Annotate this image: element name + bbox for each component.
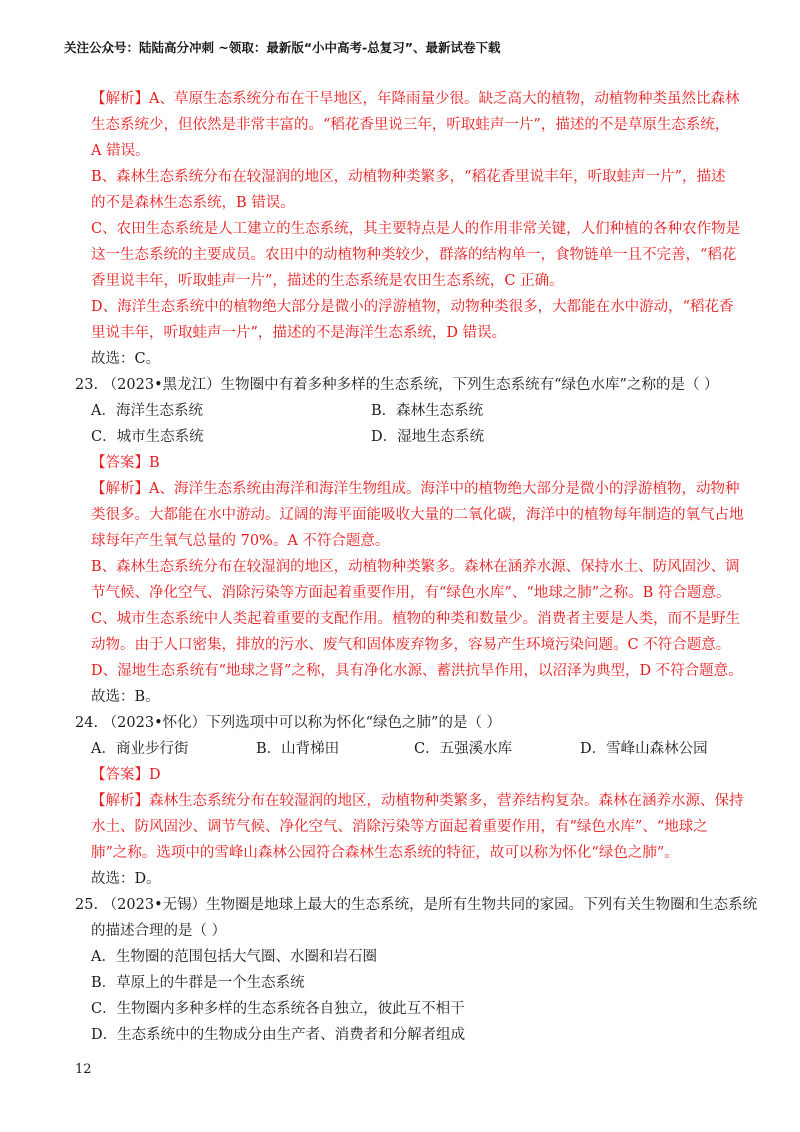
q22-analysis-line: 里说丰年，听取蛙声一片”，描述的不是海洋生态系统，D 错误。 bbox=[91, 325, 507, 341]
q23-analysis-line: 节气候、净化空气、消除污染等方面起着重要作用，有“绿色水库”、“地球之肺”之称。B 符合题意。 bbox=[91, 585, 731, 601]
q22-analysis-line: 香里说丰年，听取蛙声一片”，描述的生态系统是农田生态系统，C 正确。 bbox=[91, 273, 564, 289]
q25-stem-cont: 的描述合理的是（ ） bbox=[91, 923, 227, 939]
q22-analysis-line: A 错误。 bbox=[91, 143, 150, 159]
q24-analysis-line: 肺”之称。选项中的雪峰山森林公园符合森林生态系统的特征，故可以称为怀化“绿色之肺”。 bbox=[91, 845, 679, 861]
q24-analysis-line: 水土、防风固沙、调节气候、净化空气、消除污染等方面起着重要作用，有“绿色水库”、“地球之 bbox=[91, 819, 708, 835]
q24-stem: 24. （2023•怀化）下列选项中可以称为怀化“绿色之肺”的是（ ） bbox=[75, 715, 502, 731]
q25-stem: 25. （2023•无锡）生物圈是地球上最大的生态系统，是所有生物共同的家园。下列有关生物圈和生态系统 bbox=[75, 897, 758, 913]
q24-option-c: C．五强溪水库 bbox=[414, 741, 513, 757]
q24-analysis-line: 【解析】森林生态系统分布在较湿润的地区，动植物种类繁多，营养结构复杂。森林在涵养水源、保持 bbox=[91, 793, 744, 809]
q25-option-c: C．生物圈内多种多样的生态系统各自独立，彼此互不相干 bbox=[91, 1001, 465, 1017]
q24-final-answer: 故选：D。 bbox=[91, 871, 161, 887]
q22-analysis-line: B、森林生态系统分布在较湿润的地区，动植物种类繁多，“稻花香里说丰年，听取蛙声一片”，描述 bbox=[91, 169, 726, 185]
q23-analysis-line: 动物。由于人口密集，排放的污水、废气和固体废弃物多，容易产生环境污染问题。C 不符合题意。 bbox=[91, 637, 731, 653]
q23-analysis-line: 类很多。大都能在水中游动。辽阔的海平面能吸收大量的二氧化碳，海洋中的植物每年制造的氧气占地 bbox=[91, 507, 744, 523]
q23-final-answer: 故选：B。 bbox=[91, 689, 160, 705]
q22-analysis-line: C、农田生态系统是人工建立的生态系统，其主要特点是人的作用非常关键，人们种植的各种农作物是 bbox=[91, 221, 741, 237]
q22-analysis-line: D、海洋生态系统中的植物绝大部分是微小的浮游植物，动物种类很多，大都能在水中游动，“稻花香 bbox=[91, 299, 734, 315]
q22-analysis-line: 的不是森林生态系统，B 错误。 bbox=[91, 195, 295, 211]
q24-option-d: D．雪峰山森林公园 bbox=[580, 741, 708, 757]
q22-analysis-line: 生态系统少，但依然是非常丰富的。“稻花香里说三年，听取蛙声一片”，描述的不是草原生态系统， bbox=[91, 117, 730, 133]
q23-option-a: A．海洋生态系统 bbox=[91, 403, 203, 419]
q22-analysis-line: 【解析】A、草原生态系统分布在干旱地区，年降雨量少很。缺乏高大的植物，动植物种类虽然比森林 bbox=[91, 91, 740, 107]
page-header: 关注公众号：陆陆高分冲刺 ~领取：最新版“小中高考-总复习”、最新试卷下载 bbox=[64, 40, 501, 55]
q23-option-b: B．森林生态系统 bbox=[371, 403, 484, 419]
q24-option-b: B．山背梯田 bbox=[256, 741, 340, 757]
q23-option-c: C．城市生态系统 bbox=[91, 429, 204, 445]
q22-final-answer: 故选：C。 bbox=[91, 351, 161, 367]
q23-analysis-line: D、湿地生态系统有“地球之肾”之称，具有净化水源、蓄洪抗旱作用，以沼泽为典型，D 不符合题意。 bbox=[91, 663, 743, 679]
q25-option-a: A．生物圈的范围包括大气圈、水圈和岩石圈 bbox=[91, 949, 377, 965]
q23-answer: 【答案】B bbox=[91, 455, 160, 471]
page-number: 12 bbox=[75, 1062, 92, 1077]
q23-analysis-line: 球每年产生氧气总量的 70%。A 不符合题意。 bbox=[91, 533, 390, 549]
q25-option-b: B．草原上的牛群是一个生态系统 bbox=[91, 975, 305, 991]
q23-analysis-line: C、城市生态系统中人类起着重要的支配作用。植物的种类和数量少。消费者主要是人类，而不是野生 bbox=[91, 611, 741, 627]
q23-analysis-line: B、森林生态系统分布在较湿润的地区，动植物种类繁多。森林在涵养水源、保持水土、防风固沙、调 bbox=[91, 559, 740, 575]
q23-stem: 23. （2023•黑龙江）生物圈中有着多种多样的生态系统，下列生态系统有“绿色水库”之称的是（ ） bbox=[75, 377, 719, 393]
q25-option-d: D．生态系统中的生物成分由生产者、消费者和分解者组成 bbox=[91, 1027, 466, 1043]
q24-option-a: A．商业步行街 bbox=[91, 741, 189, 757]
q23-analysis-line: 【解析】A、海洋生态系统由海洋和海洋生物组成。海洋中的植物绝大部分是微小的浮游植物，动物种 bbox=[91, 481, 740, 497]
q24-answer: 【答案】D bbox=[91, 767, 161, 783]
q23-option-d: D．湿地生态系统 bbox=[371, 429, 485, 445]
q22-analysis-line: 这一生态系统的主要成员。农田中的动植物种类较少，群落的结构单一，食物链单一且不完善，“稻花 bbox=[91, 247, 737, 263]
